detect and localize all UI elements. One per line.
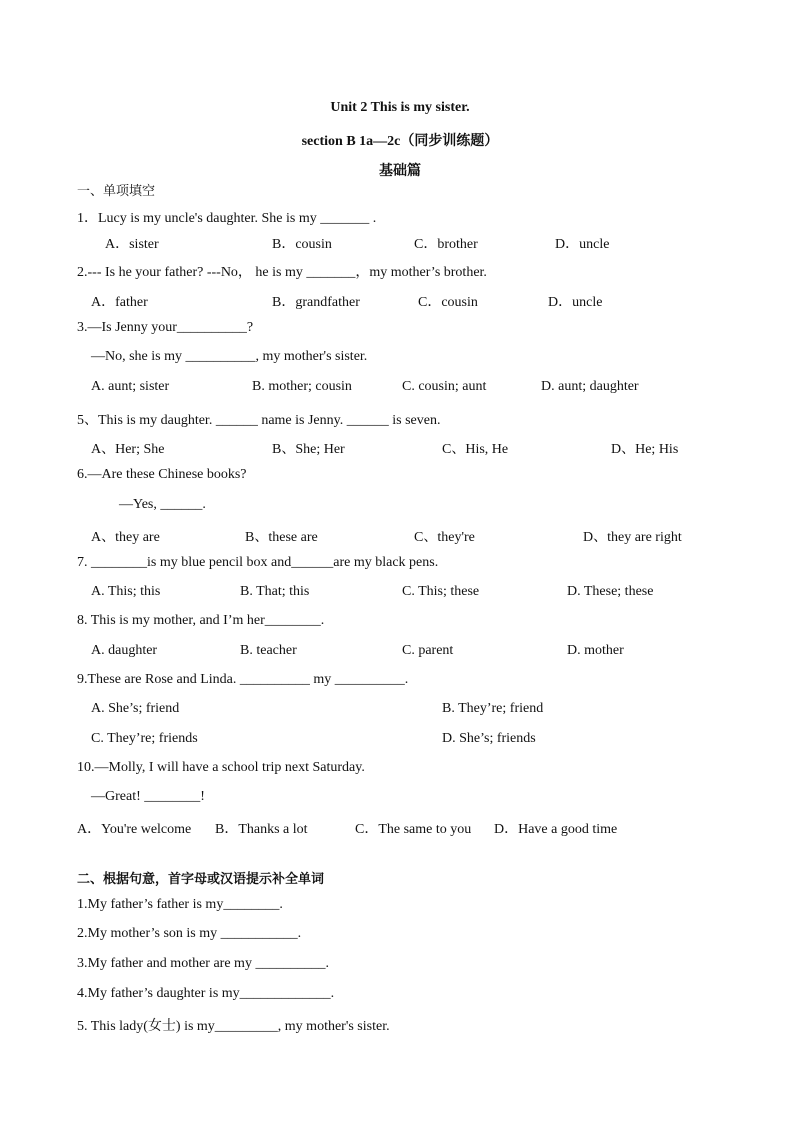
worksheet-subtitle: section B 1a—2c（同步训练题） [301,134,499,149]
option-a: A. daughter [91,643,158,658]
worksheet-level: 基础篇 [379,164,421,179]
question-stem: 9.These are Rose and Linda. __________ my __________. [77,672,409,687]
fill-item: 1.My father’s father is my________. [77,897,283,912]
option-b: B．cousin [272,237,332,252]
option-a: A. She’s; friend [91,701,180,716]
option-a: A、they are [91,530,160,545]
option-b: B．grandfather [272,295,360,310]
option-c: C、they're [414,530,475,545]
option-a: A、Her; She [91,442,165,457]
option-a: A．sister [105,237,159,252]
option-d: D. These; these [567,584,654,599]
option-c: C. They’re; friends [91,731,198,746]
option-c: C. This; these [402,584,480,599]
question-stem: 10.—Molly, I will have a school trip next Saturday. [77,760,365,775]
question-stem: —No, she is my __________, my mother's sister. [91,349,368,364]
question-stem: —Yes, ______. [119,497,206,512]
option-c: C. parent [402,643,454,658]
worksheet-title: Unit 2 This is my sister. [330,100,470,115]
option-b: B. They’re; friend [442,701,544,716]
fill-item: 2.My mother’s son is my ___________. [77,926,302,941]
option-a: A. aunt; sister [91,379,170,394]
option-d: D. aunt; daughter [541,379,639,394]
option-d: D. mother [567,643,624,658]
option-b: B. teacher [240,643,297,658]
question-stem: 3.—Is Jenny your__________? [77,320,254,335]
option-d: D．uncle [548,295,603,310]
option-b: B．Thanks a lot [215,822,308,837]
option-c: C．brother [414,237,478,252]
option-d: D、He; His [611,442,679,457]
question-stem: 8. This is my mother, and I’m her________. [77,613,325,628]
part2-heading: 二、根据句意，首字母或汉语提示补全单词 [77,872,325,887]
question-stem: 2.--- Is he your father? ---No， he is my _______，my mother’s brother. [77,265,487,280]
option-a: A．father [91,295,148,310]
fill-item: 5. This lady(女士) is my_________, my mother's sister. [77,1019,390,1034]
option-a: A. This; this [91,584,161,599]
question-stem: 6.—Are these Chinese books? [77,467,247,482]
option-d: D．uncle [555,237,610,252]
question-stem: 1．Lucy is my uncle's daughter. She is my _______ . [77,211,377,226]
option-a: A．You're welcome [77,822,192,837]
option-d: D．Have a good time [494,822,618,837]
option-b: B、She; Her [272,442,345,457]
fill-item: 3.My father and mother are my __________. [77,956,329,971]
option-b: B. mother; cousin [252,379,352,394]
option-b: B、these are [245,530,318,545]
option-d: D、they are right [583,530,682,545]
question-stem: —Great! ________! [91,789,205,804]
option-c: C. cousin; aunt [402,379,487,394]
option-c: C、His, He [442,442,509,457]
option-d: D. She’s; friends [442,731,536,746]
question-stem: 7. ________is my blue pencil box and______are my black pens. [77,555,439,570]
option-c: C．The same to you [355,822,472,837]
question-stem: 5、This is my daughter. ______ name is Jenny. ______ is seven. [77,413,441,428]
part1-heading: 一、单项填空 [77,184,156,199]
fill-item: 4.My father’s daughter is my_____________. [77,986,335,1001]
option-c: C．cousin [418,295,478,310]
option-b: B. That; this [240,584,310,599]
